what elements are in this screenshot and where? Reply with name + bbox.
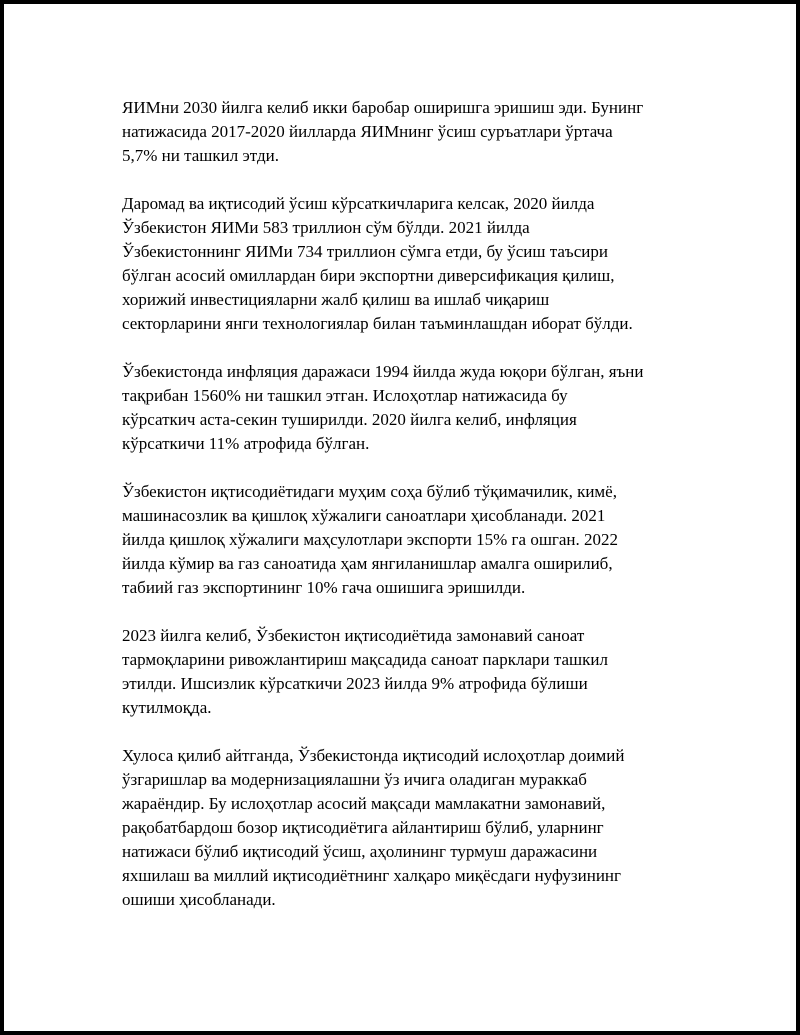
paragraph-conclusion: Хулоса қилиб айтганда, Ўзбекистонда иқтисодий ислоҳотлар доимий ўзгаришлар ва модернизациялашни ўз ичига оладиган мураккаб жараёндир. Бу ислоҳотлар асосий мақсади мамлакатни замонавий, рақобатбардош бозор иқтисодиётига айлантириш бўлиб, уларнинг натижаси бўлиб иқтисодий ўсиш, аҳолининг турмуш даражасини яхшилаш ва миллий иқтисодиётнинг халқаро миқёсдаги нуфузининг ошиши ҳисобланади.	[122, 746, 625, 909]
paragraph-industrial-parks: 2023 йилга келиб, Ўзбекистон иқтисодиётида замонавий саноат тармоқларини ривожлантириш мақсадида саноат парклари ташкил этилди. Ишсизлик кўрсаткичи 2023 йилда 9% атрофида бўлиши кутилмоқда.	[122, 626, 608, 717]
paragraph-inflation: Ўзбекистонда инфляция даражаси 1994 йилда жуда юқори бўлган, яъни тақрибан 1560% ни ташкил этган. Ислоҳотлар натижасида бу кўрсаткич аста-секин туширилди. 2020 йилга келиб, инфляция кўрсаткичи 11% атрофида бўлган.	[122, 362, 644, 453]
document-body	[122, 96, 702, 936]
paragraph-income-growth: Даромад ва иқтисодий ўсиш кўрсаткичларига келсак, 2020 йилда Ўзбекистон ЯИМи 583 триллион сўм бўлди. 2021 йилда Ўзбекистоннинг ЯИМи 734 триллион сўмга етди, бу ўсиш таъсири бўлган асосий омиллардан бири экспортни диверсификация қилиш, хорижий инвестицияларни жалб қилиш ва ишлаб чиқариш секторларини янги технологиялар билан таъминлашдан иборат бўлди.	[122, 194, 633, 333]
paragraph-gdp-growth: ЯИМни 2030 йилга келиб икки баробар оширишга эришиш эди. Бунинг натижасида 2017-2020 йилларда ЯИМнинг ўсиш суръатлари ўртача 5,7% ни ташкил этди.	[122, 98, 644, 165]
paragraph-key-sectors: Ўзбекистон иқтисодиётидаги муҳим соҳа бўлиб тўқимачилик, кимё, машинасозлик ва қишлоқ хўжалиги саноатлари ҳисобланади. 2021 йилда қишлоқ хўжалиги маҳсулотлари экспорти 15% га ошган. 2022 йилда кўмир ва газ саноатида ҳам янгиланишлар амалга оширилиб, табиий газ экспортининг 10% гача ошишига эришилди.	[122, 482, 619, 597]
